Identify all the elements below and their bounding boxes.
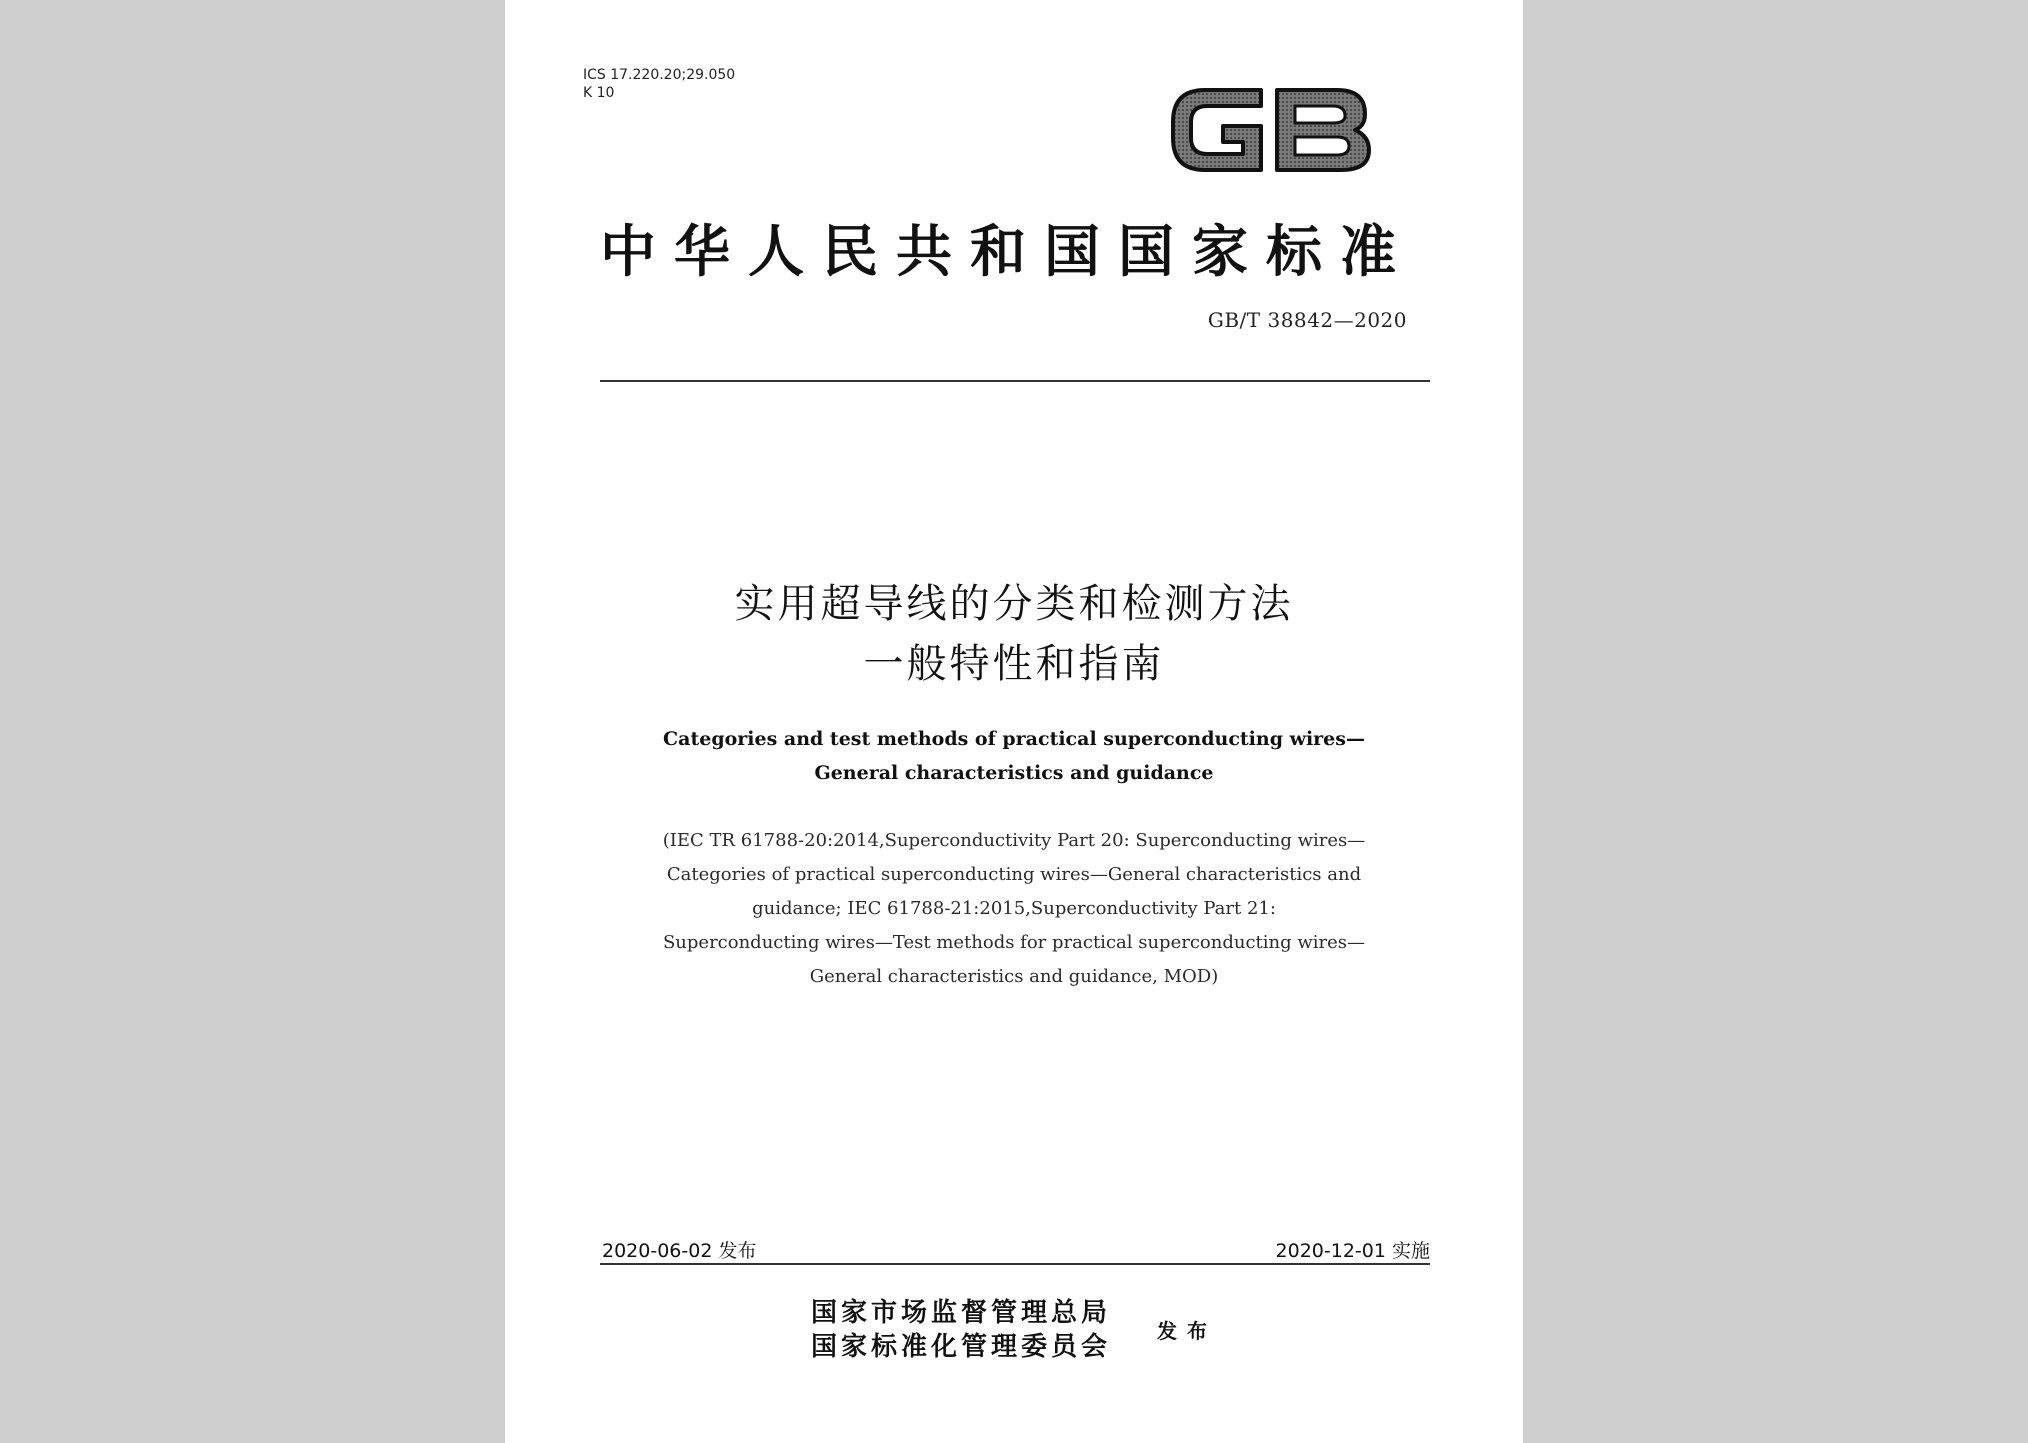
- header-divider: [600, 380, 1430, 382]
- classification-codes: [583, 66, 735, 102]
- equivalence-line-3: guidance; IEC 61788-21:2015,Superconductivity Part 21:: [752, 898, 1276, 919]
- issue-date: 2020-06-02 发布: [602, 1240, 757, 1262]
- national-standard-title: 中华人民共和国国家标准: [600, 219, 1414, 285]
- ics-code: ICS 17.220.20;29.050: [583, 67, 736, 83]
- equivalence-line-4: Superconducting wires—Test methods for practical superconducting wires—: [662, 932, 1366, 953]
- equivalence-line-1: (IEC TR 61788-20:2014,Superconductivity Part 20: Superconducting wires—: [662, 830, 1366, 851]
- issuing-organizations: [811, 1296, 1111, 1364]
- equivalence-line-2: Categories of practical superconducting wires—General characteristics and: [666, 864, 1362, 885]
- document-page: [505, 0, 1523, 1443]
- issuer-sac: 国家标准化管理委员会: [811, 1332, 1112, 1362]
- publish-label: 发布: [1157, 1319, 1217, 1343]
- chinese-title-line-2: 一般特性和指南: [863, 641, 1165, 687]
- implementation-date: 2020-12-01 实施: [1275, 1240, 1430, 1262]
- english-title-line-1: Categories and test methods of practical superconducting wires—: [663, 728, 1365, 750]
- issuer-samr: 国家市场监督管理总局: [811, 1298, 1112, 1328]
- chinese-title-line-1: 实用超导线的分类和检测方法: [734, 581, 1294, 627]
- english-title-line-2: General characteristics and guidance: [814, 762, 1214, 784]
- footer-divider: [600, 1263, 1430, 1265]
- standard-number: GB/T 38842—2020: [1207, 308, 1407, 332]
- ccs-code: K 10: [583, 85, 615, 101]
- gb-logo: [1165, 76, 1375, 184]
- equivalence-line-5: General characteristics and guidance, MOD): [809, 966, 1219, 987]
